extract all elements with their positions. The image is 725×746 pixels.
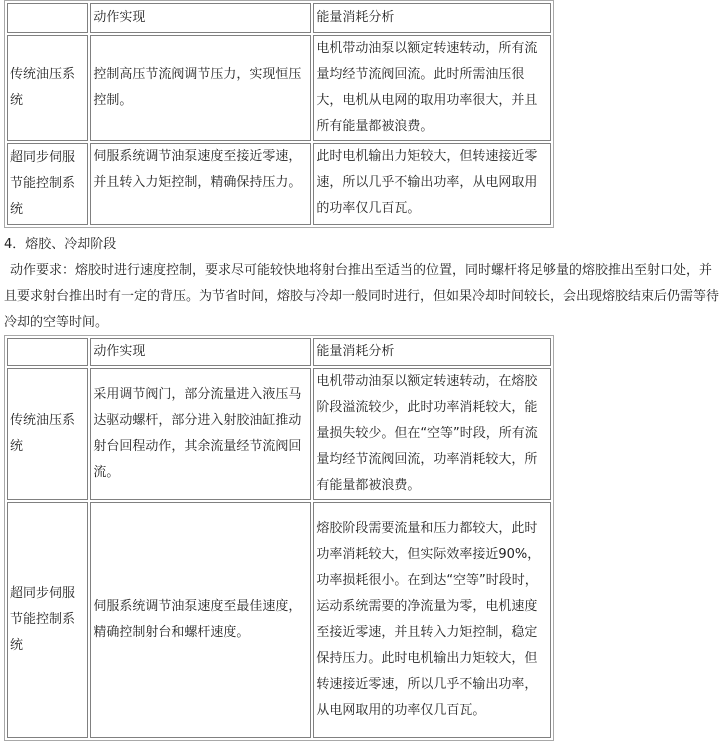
header-cell-empty: [7, 338, 88, 366]
energy-cell: 电机带动油泵以额定转速转动，所有流量均经节流阀回流。此时所需油压很大，电机从电网的取用功率很大，并且所有能量都被浪费。: [313, 35, 551, 141]
system-cell: 超同步伺服节能控制系统: [7, 143, 88, 225]
system-cell: 超同步伺服节能控制系统: [7, 502, 88, 738]
system-cell: 传统油压系统: [7, 35, 88, 141]
table-row: [7, 35, 551, 141]
action-cell: 采用调节阀门，部分流量进入液压马达驱动螺杆，部分进入射胶油缸推动射台回程动作，其余流量经节流阀回流。: [90, 368, 311, 500]
table-row: [7, 502, 551, 738]
table-header-row: [7, 338, 551, 366]
energy-cell: 此时电机输出力矩较大，但转速接近零速，所以几乎不输出功率，从电网取用的功率仅几百瓦。: [313, 143, 551, 225]
action-requirement-paragraph: 动作要求：熔胶时进行速度控制，要求尽可能较快地将射台推出至适当的位置，同时螺杆将足够量的熔胶推出至射口处，并且要求射台推出时有一定的背压。为节省时间，熔胶与冷却一般同时进行，但如果冷却时间较长，会出现熔胶结束后仍需等待冷却的空等时间。: [4, 263, 720, 330]
energy-cell: 电机带动油泵以额定转速转动，在熔胶阶段溢流较少，此时功率消耗较大，能量损失较少。但在“空等”时段，所有流量均经节流阀回流，功率消耗较大，所有能量都被浪费。: [313, 368, 551, 500]
action-cell: 伺服系统调节油泵速度至接近零速，并且转入力矩控制，精确保持压力。: [90, 143, 311, 225]
energy-table-melting: [4, 335, 554, 741]
table-row: [7, 143, 551, 225]
system-cell: 传统油压系统: [7, 368, 88, 500]
section-heading: 4．熔胶、冷却阶段: [4, 237, 117, 252]
header-cell-action: 动作实现: [90, 3, 311, 33]
action-cell: 控制高压节流阀调节压力，实现恒压控制。: [90, 35, 311, 141]
header-cell-empty: [7, 3, 88, 33]
energy-table-injection: [4, 0, 554, 228]
action-cell: 伺服系统调节油泵速度至最佳速度，精确控制射台和螺杆速度。: [90, 502, 311, 738]
header-cell-energy: 能量消耗分析: [313, 3, 551, 33]
table-header-row: [7, 3, 551, 33]
header-cell-energy: 能量消耗分析: [313, 338, 551, 366]
table-row: [7, 368, 551, 500]
header-cell-action: 动作实现: [90, 338, 311, 366]
energy-cell: 熔胶阶段需要流量和压力都较大，此时功率消耗较大，但实际效率接近90%，功率损耗很小。在到达“空等”时段时，运动系统需要的净流量为零，电机速度至接近零速，并且转入力矩控制，稳定保持压力。此时电机输出力矩较大，但转速接近零速，所以几乎不输出功率，从电网取用的功率仅几百瓦。: [313, 502, 551, 738]
